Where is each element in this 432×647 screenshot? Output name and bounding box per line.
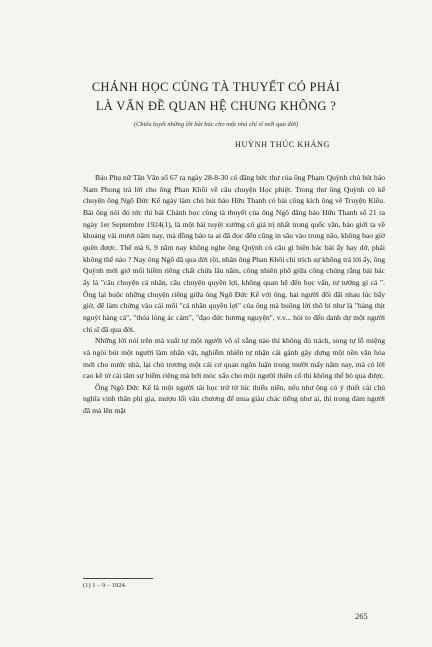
article-subtitle: (Chiêu tuyết những lời bài bác cho một nhà chí sĩ mới qua đời) (133, 121, 299, 128)
body-paragraph-2: Những lời nói trên mà xuất tự một người vô sĩ xằng nào thì không đủ trách, song tự lỗ miệng và ngòi bút một người làm nhân vật, nghiễm nhiên tự nhận cái gánh gây dựng một nền văn hóa mới cho nước nhà, lại chủ trương một cái cơ quan ngôn luận trong mười mấy năm nay, mà có lời cao kề tờ cái tâm sự biếm riêng mà bới móc xấu cho một người thiên cổ thì không thể bỏ qua được. (83, 336, 385, 381)
footnote: (1) 1 – 9 – 1924. (83, 582, 127, 589)
footnote-divider (83, 578, 153, 579)
article-title (40, 78, 392, 116)
page-number: 265 (355, 611, 368, 621)
author-name: HUỲNH THÚC KHÁNG (235, 140, 330, 149)
body-paragraph-1: Báo Phụ nữ Tân Văn số 67 ra ngày 28-8-30 có đăng bức thư của ông Phạm Quỳnh chủ bút báo Nam Phong trả lời cho ông Phan Khôi về câu chuyện Học phiệt. Trong thư ông Quỳnh có kể chuyện ông Ngô Đức Kế ngày làm chủ bút báo Hữu Thanh có bài công kích ông về Truyện Kiều. Bài ông nói đó tức thì bài Chánh học cùng tà thuyết của ông Ngô đăng báo Hữu Thanh số 21 ra ngày 1er Septembre 1924(1), là một bài tuyệt xướng có giá trị nhất trong quốc văn, báo giới ta về khoảng vài mươi năm nay, mà đồng bào ta ai đã đọc đến cũng in sâu vào trong não, không bao giờ quên được. Thế mà 6, 9 năm nay không nghe ông Quỳnh có câu gì biện bác bài ấy hay dở, phải không thể nào ? Nay ông Ngô đã qua đời rồi, nhân ông Phan Khôi chỉ trích sự không trả lời ấy, ông Quỳnh mới giở mối hiềm riêng chất chứa lâu năm, công nhiên phô giữa công chúng rằng bài bác ấy là "câu chuyện cá nhân, câu chuyện quyền lợi, không quan hệ đến học vấn, tư tưởng gì cả ". Ông lại buộc những chuyện riêng giữa ông Ngô Đức Kế với ông, hai người đối đãi nhau lúc bấy giờ, để làm chứng vào cái mối "cá nhân quyền lợi" của ông mà buông lời thô bỉ như là "hàng thịt nguýt hàng cá", "thóa lóng ác cảm", "đạo đức hương nguyện", v.v... hòi to đến danh dự một người chí sĩ đã qua đời. (83, 173, 385, 334)
body-paragraph-3: Ông Ngô Đức Kế là một người tài học trứ từ lúc thiếu niên, nếu như ông có ý thiết cái chủ nghĩa vinh thân phì gia, mượu lối văn chương để mua giàu chác tiếng như ai, thì trong đám người đã mà lên mặt (83, 382, 385, 416)
article-title-line-1: CHÁNH HỌC CÙNG TÀ THUYẾT CÓ PHẢI (91, 80, 341, 94)
article-body (83, 172, 385, 417)
article-title-line-2: LÀ VẤN ĐỀ QUAN HỆ CHUNG KHÔNG ? (95, 99, 337, 113)
